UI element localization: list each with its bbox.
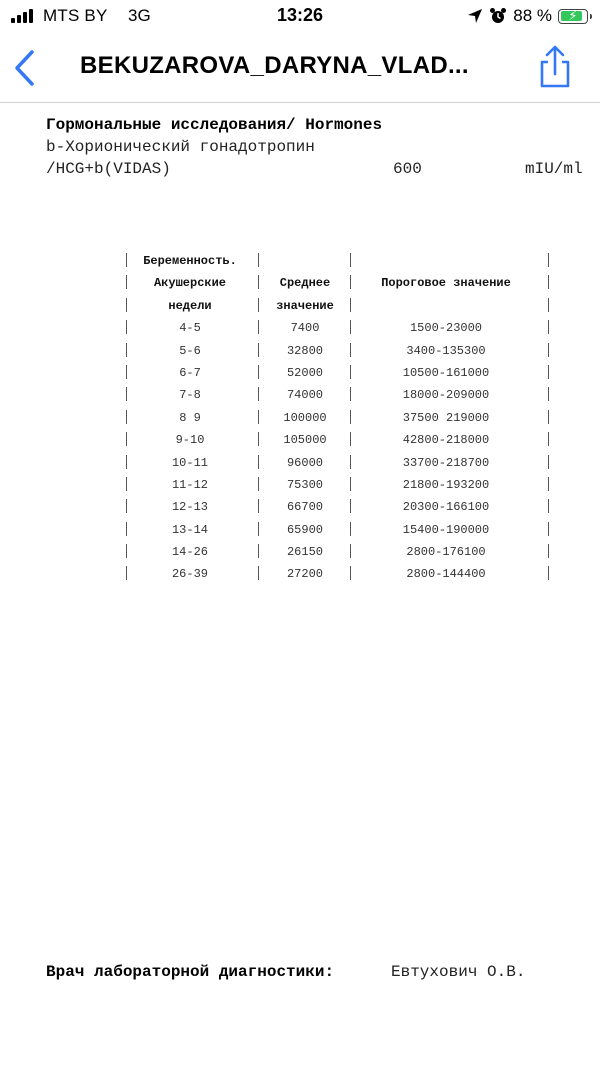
charging-bolt-icon: ⚡	[568, 7, 578, 23]
doctor-label: Врач лабораторной диагностики:	[46, 963, 335, 981]
cell-mean: 32800	[286, 343, 323, 358]
table-row	[124, 384, 556, 406]
table-row	[124, 429, 556, 451]
header-cell-mean: Среднее	[279, 276, 331, 291]
table-divider	[258, 275, 259, 289]
cell-mean: 7400	[290, 321, 320, 336]
header-cell-weeks: Акушерские	[153, 276, 226, 291]
table-divider	[548, 499, 549, 513]
header-cell-mean: значение	[276, 298, 334, 313]
cell-mean: 105000	[283, 433, 327, 448]
table-row	[124, 407, 556, 429]
table-divider	[258, 477, 259, 491]
cell-range: 2800-144400	[406, 567, 486, 582]
document-page	[0, 103, 600, 1066]
table-divider	[258, 343, 259, 357]
table-divider	[258, 298, 259, 312]
table-divider	[548, 410, 549, 424]
table-divider	[350, 320, 351, 334]
header-cell-weeks: недели	[168, 298, 212, 313]
table-divider	[548, 477, 549, 491]
cell-range: 15400-190000	[402, 522, 490, 537]
table-row	[124, 519, 556, 541]
chevron-left-icon	[6, 46, 44, 90]
cell-range: 42800-218000	[402, 433, 490, 448]
table-divider	[258, 253, 259, 267]
cell-mean: 26150	[286, 545, 323, 560]
cell-mean: 74000	[286, 388, 323, 403]
table-row	[124, 541, 556, 563]
status-bar	[0, 0, 600, 34]
table-divider	[548, 432, 549, 446]
header-cell-range: Пороговое значение	[381, 276, 511, 291]
table-divider	[548, 320, 549, 334]
cell-mean: 66700	[286, 500, 323, 515]
cell-weeks: 12-13	[171, 500, 208, 515]
cell-range: 1500-23000	[409, 321, 482, 336]
result-unit: mIU/ml	[525, 160, 583, 178]
table-header-row	[124, 295, 556, 317]
cell-weeks: 7-8	[179, 388, 201, 403]
cell-range: 33700-218700	[402, 455, 490, 470]
cell-range: 20300-166100	[402, 500, 490, 515]
table-divider	[258, 566, 259, 580]
cell-mean: 52000	[286, 365, 323, 380]
carrier-name: MTS BY	[43, 6, 108, 25]
table-divider	[258, 365, 259, 379]
table-divider	[548, 275, 549, 289]
table-divider	[350, 455, 351, 469]
cell-weeks: 9-10	[175, 433, 205, 448]
share-button[interactable]	[534, 44, 576, 90]
test-name: b-Хорионический гонадотропин	[46, 138, 315, 156]
cell-mean: 27200	[286, 567, 323, 582]
table-row	[124, 317, 556, 339]
cell-mean: 96000	[286, 455, 323, 470]
table-divider	[548, 544, 549, 558]
table-divider	[258, 499, 259, 513]
cell-weeks: 14-26	[171, 545, 208, 560]
table-divider	[258, 410, 259, 424]
cell-weeks: 26-39	[171, 567, 208, 582]
test-code: /HCG+b(VIDAS)	[46, 160, 171, 178]
cell-range: 2800-176100	[406, 545, 486, 560]
table-row	[124, 563, 556, 585]
table-row	[124, 362, 556, 384]
document-title: BEKUZAROVA_DARYNA_VLAD...	[80, 52, 469, 79]
location-arrow-icon	[467, 8, 483, 24]
cell-range: 37500 219000	[402, 410, 490, 425]
cell-mean: 100000	[283, 410, 327, 425]
cell-mean: 65900	[286, 522, 323, 537]
cell-range: 18000-209000	[402, 388, 490, 403]
back-button[interactable]	[6, 46, 44, 90]
table-divider	[350, 253, 351, 267]
table-divider	[350, 343, 351, 357]
table-divider	[258, 387, 259, 401]
table-divider	[350, 522, 351, 536]
table-header-row	[124, 272, 556, 294]
table-divider	[548, 343, 549, 357]
table-divider	[350, 432, 351, 446]
cell-weeks: 5-6	[179, 343, 201, 358]
table-divider	[350, 477, 351, 491]
cell-weeks: 13-14	[171, 522, 208, 537]
table-divider	[258, 522, 259, 536]
status-time: 13:26	[276, 5, 324, 25]
table-divider	[258, 432, 259, 446]
table-row	[124, 340, 556, 362]
table-divider	[548, 566, 549, 580]
table-divider	[350, 499, 351, 513]
share-icon	[534, 44, 576, 90]
cell-range: 21800-193200	[402, 477, 490, 492]
network-type: 3G	[128, 6, 151, 25]
doctor-name: Евтухович О.В.	[391, 963, 526, 981]
table-row	[124, 452, 556, 474]
battery-percentage: 88 %	[513, 6, 552, 25]
reference-table	[124, 250, 556, 586]
battery-icon	[558, 9, 588, 24]
table-divider	[258, 320, 259, 334]
alarm-clock-icon	[489, 7, 507, 25]
cell-weeks: 6-7	[179, 365, 201, 380]
cell-weeks: 4-5	[179, 321, 201, 336]
table-divider	[350, 387, 351, 401]
cell-range: 10500-161000	[402, 365, 490, 380]
cell-weeks: 11-12	[171, 477, 208, 492]
table-divider	[350, 544, 351, 558]
table-divider	[548, 455, 549, 469]
table-divider	[548, 253, 549, 267]
table-divider	[548, 365, 549, 379]
table-divider	[548, 298, 549, 312]
header-cell-weeks: Беременность.	[143, 254, 237, 268]
navigation-bar	[0, 34, 600, 103]
table-divider	[350, 275, 351, 289]
table-divider	[350, 298, 351, 312]
table-row	[124, 496, 556, 518]
table-divider	[548, 522, 549, 536]
table-divider	[350, 410, 351, 424]
table-divider	[350, 566, 351, 580]
cell-mean: 75300	[286, 477, 323, 492]
table-divider	[258, 455, 259, 469]
cell-weeks: 8 9	[179, 410, 201, 425]
table-divider	[548, 387, 549, 401]
cell-range: 3400-135300	[406, 343, 486, 358]
table-header-row	[124, 250, 556, 272]
section-title: Гормональные исследования/ Hormones	[46, 116, 383, 134]
table-divider	[350, 365, 351, 379]
table-divider	[258, 544, 259, 558]
cell-weeks: 10-11	[171, 455, 208, 470]
result-value: 600	[393, 160, 422, 178]
table-row	[124, 474, 556, 496]
